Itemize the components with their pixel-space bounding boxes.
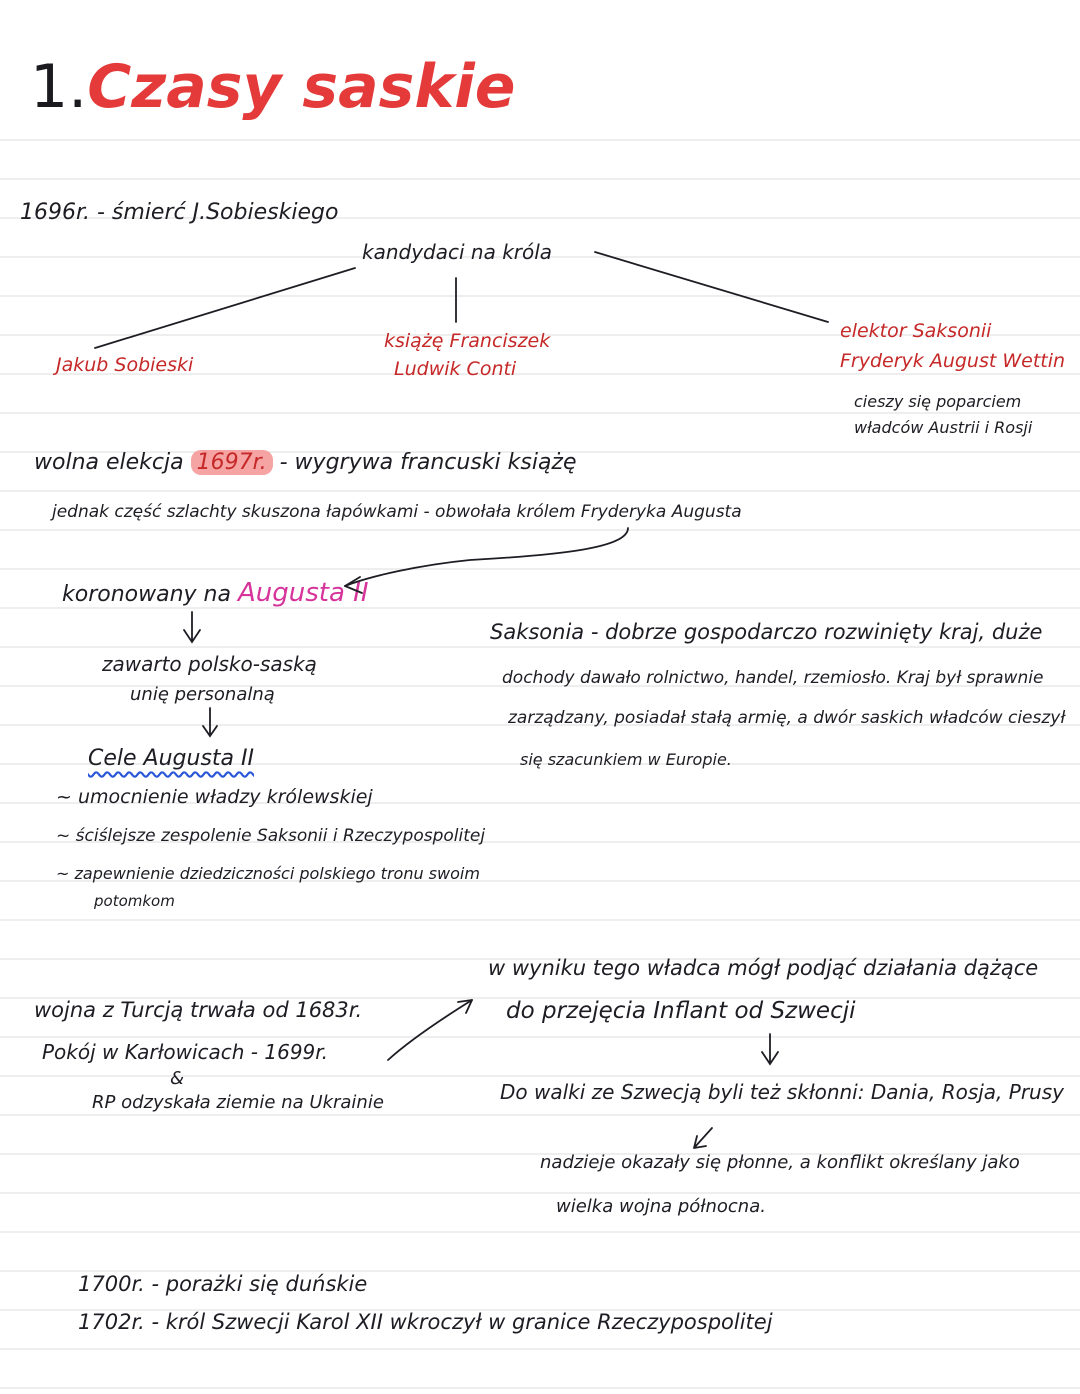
candidate-left: Jakub Sobieski [56, 354, 194, 376]
support-line2: władców Austrii i Rosji [854, 418, 1033, 437]
crowned-line [62, 578, 369, 608]
saxony-line1: Saksonia - dobrze gospodarczo rozwinięty kraj, duże [490, 620, 1043, 644]
turkey-line3: RP odzyskała ziemie na Ukrainie [92, 1092, 384, 1113]
turkey-line2: Pokój w Karłowicach - 1699r. [42, 1040, 329, 1064]
election-prefix: wolna elekcja [34, 450, 184, 475]
intro-line: 1696r. - śmierć J.Sobieskiego [20, 200, 339, 225]
election-line [34, 450, 577, 475]
election-year: 1697r. [191, 450, 273, 475]
result-line3: Do walki ze Szwecją byli też skłonni: Dania, Rosja, Prusy [500, 1080, 1064, 1104]
goals-header: Cele Augusta II [88, 746, 254, 771]
crowned-prefix: koronowany na [62, 582, 231, 607]
candidate-right-line2: Fryderyk August Wettin [840, 350, 1066, 372]
union-line1: zawarto polsko-saską [102, 652, 317, 676]
result-line2: do przejęcia Inflant od Szwecji [506, 998, 856, 1024]
support-line1: cieszy się poparciem [854, 392, 1022, 411]
timeline-item-1700: 1700r. - porażki się duńskie [78, 1272, 368, 1296]
election-line2: jednak część szlachty skuszona łapówkami - obwołała królem Fryderyka Augusta [52, 502, 742, 522]
union-line2: unię personalną [130, 684, 275, 705]
election-suffix: - wygrywa francuski książę [279, 450, 577, 475]
goal-item-3-cont: potomkom [94, 892, 175, 910]
result-line1: w wyniku tego władca mógł podjąć działania dążące [488, 956, 1039, 980]
goal-item-2: ~ ściślejsze zespolenie Saksonii i Rzeczypospolitej [56, 826, 486, 846]
timeline-item-1702: 1702r. - król Szwecji Karol XII wkroczył w granice Rzeczypospolitej [78, 1310, 773, 1334]
goal-item-3: ~ zapewnienie dziedziczności polskiego tronu swoim [56, 864, 480, 883]
candidate-center-line2: Ludwik Conti [394, 358, 517, 380]
saxony-line3: zarządzany, posiadał stałą armię, a dwór saskich władców cieszył [508, 708, 1066, 728]
title-number: 1. [30, 52, 88, 122]
saxony-line2: dochody dawało rolnictwo, handel, rzemiosło. Kraj był sprawnie [502, 668, 1044, 688]
candidate-center-line1: książę Franciszek [384, 330, 551, 352]
crowned-name: Augusta II [237, 578, 369, 608]
turkey-amp: & [170, 1068, 185, 1089]
page-title [30, 52, 515, 122]
turkey-line1: wojna z Turcją trwała od 1683r. [34, 998, 363, 1022]
result-line4: nadzieje okazały się płonne, a konflikt określany jako [540, 1152, 1020, 1173]
title-text: Czasy saskie [87, 52, 516, 122]
candidate-right-line1: elektor Saksonii [840, 320, 992, 342]
saxony-line4: się szacunkiem w Europie. [520, 750, 732, 769]
goal-item-1: ~ umocnienie władzy królewskiej [56, 786, 373, 808]
result-line5: wielka wojna północna. [556, 1196, 766, 1217]
candidates-header: kandydaci na króla [362, 240, 553, 264]
